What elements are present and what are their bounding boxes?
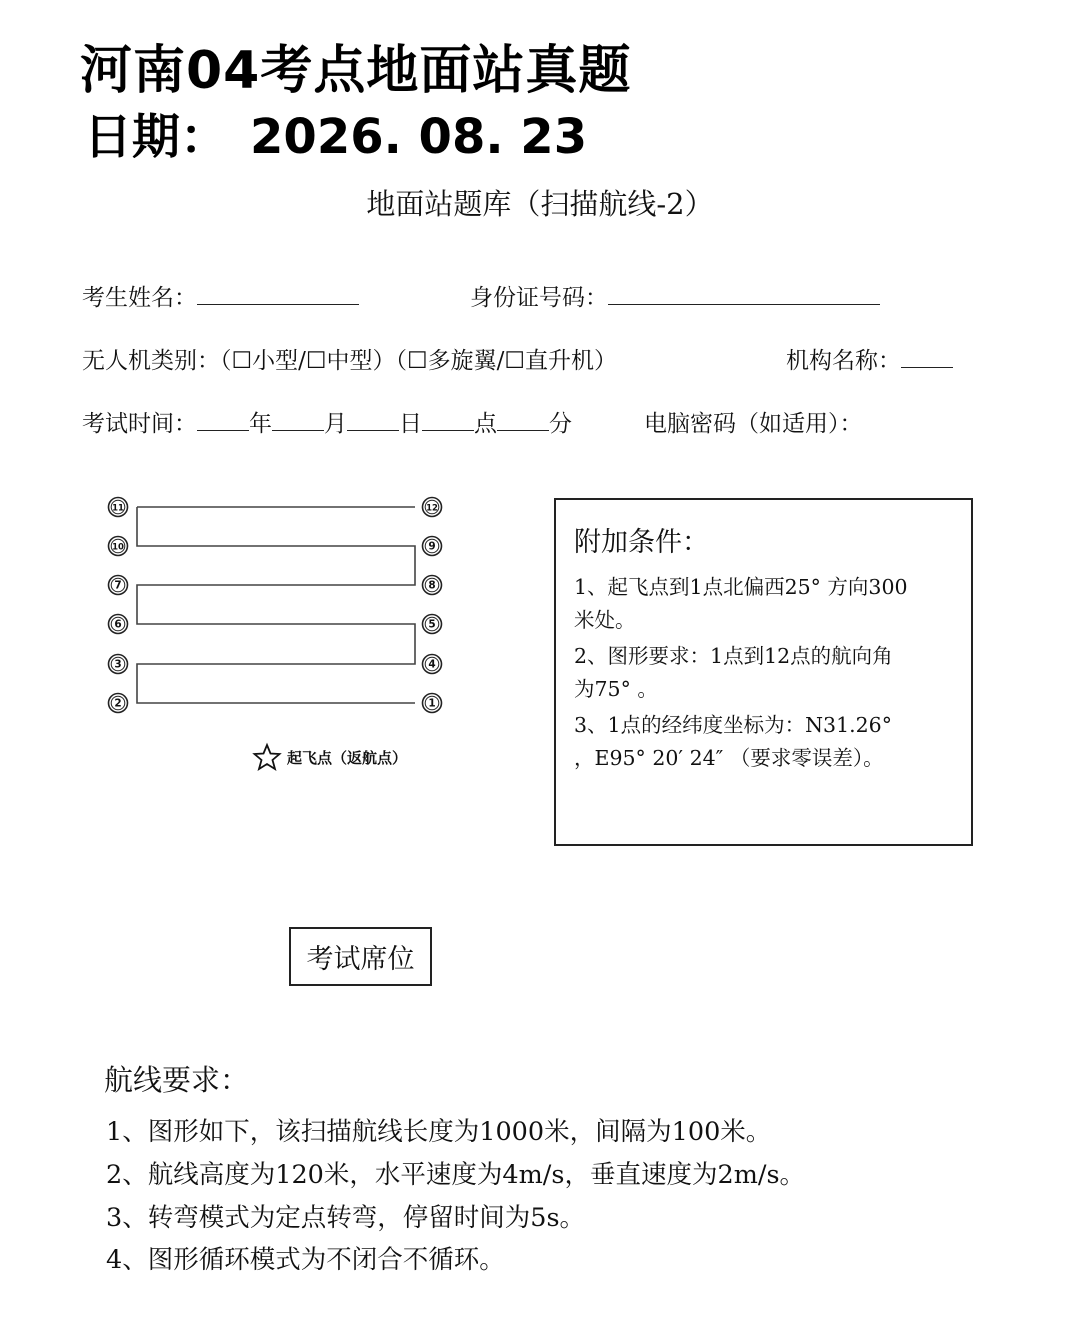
question-bank-subtitle: 地面站题库（扫描航线-2） <box>366 187 714 221</box>
exam-time-field <box>82 405 572 438</box>
waypoint-number: 2 <box>114 697 122 710</box>
waypoint-4 <box>423 655 442 674</box>
waypoint-markers <box>109 498 442 713</box>
additional-conditions-box <box>554 498 973 846</box>
star-outline-icon <box>255 745 280 769</box>
month-blank[interactable] <box>272 412 324 431</box>
month-label: 月 <box>324 411 347 437</box>
waypoint-1 <box>423 694 442 713</box>
waypoint-number: 5 <box>428 618 436 631</box>
year-blank[interactable] <box>197 412 249 431</box>
condition-line: 米处。 <box>574 608 636 632</box>
waypoint-number: 7 <box>114 579 122 592</box>
route-requirement-item: 3、转弯模式为定点转弯，停留时间为5s。 <box>106 1203 586 1233</box>
waypoint-3 <box>109 655 128 674</box>
route-path <box>137 507 415 703</box>
candidate-name-field <box>82 279 359 312</box>
organization-field <box>786 342 953 375</box>
hour-blank[interactable] <box>422 412 474 431</box>
organization-label: 机构名称： <box>786 348 901 374</box>
waypoint-2 <box>109 694 128 713</box>
waypoint-number: 8 <box>428 579 436 592</box>
year-label: 年 <box>249 411 272 437</box>
condition-line: ，E95° 20′ 24″ （要求零误差）。 <box>574 746 884 770</box>
candidate-name-label: 考生姓名： <box>82 285 197 311</box>
uav-size-options[interactable]: （☐小型/☐中型） <box>220 348 396 374</box>
waypoint-number: 12 <box>426 503 438 514</box>
waypoint-11 <box>109 498 128 517</box>
takeoff-marker <box>255 745 408 769</box>
id-number-field <box>470 279 880 312</box>
id-number-label: 身份证号码： <box>470 285 608 311</box>
uav-category-field <box>82 342 617 375</box>
date-label: 日期： <box>84 109 229 165</box>
minute-label: 分 <box>549 411 572 437</box>
exam-time-label: 考试时间： <box>82 411 197 437</box>
minute-blank[interactable] <box>497 412 549 431</box>
computer-password-label: 电脑密码（如适用）： <box>644 411 863 437</box>
scan-route-diagram <box>90 490 470 790</box>
waypoint-number: 9 <box>428 540 436 553</box>
condition-line: 1、起飞点到1点北偏西25° 方向300 <box>574 575 908 599</box>
waypoint-9 <box>423 537 442 556</box>
condition-line: 3、1点的经纬度坐标为：N31.26° <box>574 713 892 737</box>
additional-conditions-title: 附加条件： <box>574 527 709 558</box>
candidate-name-blank[interactable] <box>197 286 359 305</box>
waypoint-8 <box>423 576 442 595</box>
date-value: 2026. 08. 23 <box>250 109 588 165</box>
organization-blank[interactable] <box>901 349 953 368</box>
route-requirement-item: 1、图形如下，该扫描航线长度为1000米，间隔为100米。 <box>106 1117 772 1147</box>
exam-date <box>84 98 587 167</box>
id-number-blank[interactable] <box>608 286 880 305</box>
condition-line: 为75° 。 <box>574 677 658 701</box>
waypoint-number: 3 <box>114 658 122 671</box>
condition-line: 2、图形要求：1点到12点的航向角 <box>574 644 893 668</box>
route-requirement-item: 2、航线高度为120米，水平速度为4m/s，垂直速度为2m/s。 <box>106 1160 806 1190</box>
route-requirement-item: 4、图形循环模式为不闭合不循环。 <box>106 1245 505 1275</box>
waypoint-5 <box>423 615 442 634</box>
exam-seat-box <box>289 927 432 986</box>
uav-type-options[interactable]: （☐多旋翼/☐直升机） <box>395 348 617 374</box>
day-label: 日 <box>399 411 422 437</box>
waypoint-number: 1 <box>428 697 436 710</box>
waypoint-number: 4 <box>428 658 436 671</box>
waypoint-7 <box>109 576 128 595</box>
route-requirements-title: 航线要求： <box>104 1063 250 1097</box>
waypoint-number: 6 <box>114 618 122 631</box>
takeoff-label: 起飞点（返航点） <box>287 749 408 767</box>
waypoint-10 <box>109 537 128 556</box>
day-blank[interactable] <box>347 412 399 431</box>
waypoint-6 <box>109 615 128 634</box>
uav-category-label: 无人机类别： <box>82 348 220 374</box>
waypoint-number: 11 <box>112 503 124 514</box>
page-title: 河南04考点地面站真题 <box>80 41 632 101</box>
exam-seat-label: 考试席位 <box>306 944 415 975</box>
hour-label: 点 <box>474 411 497 437</box>
waypoint-12 <box>423 498 442 517</box>
waypoint-number: 10 <box>112 542 124 553</box>
